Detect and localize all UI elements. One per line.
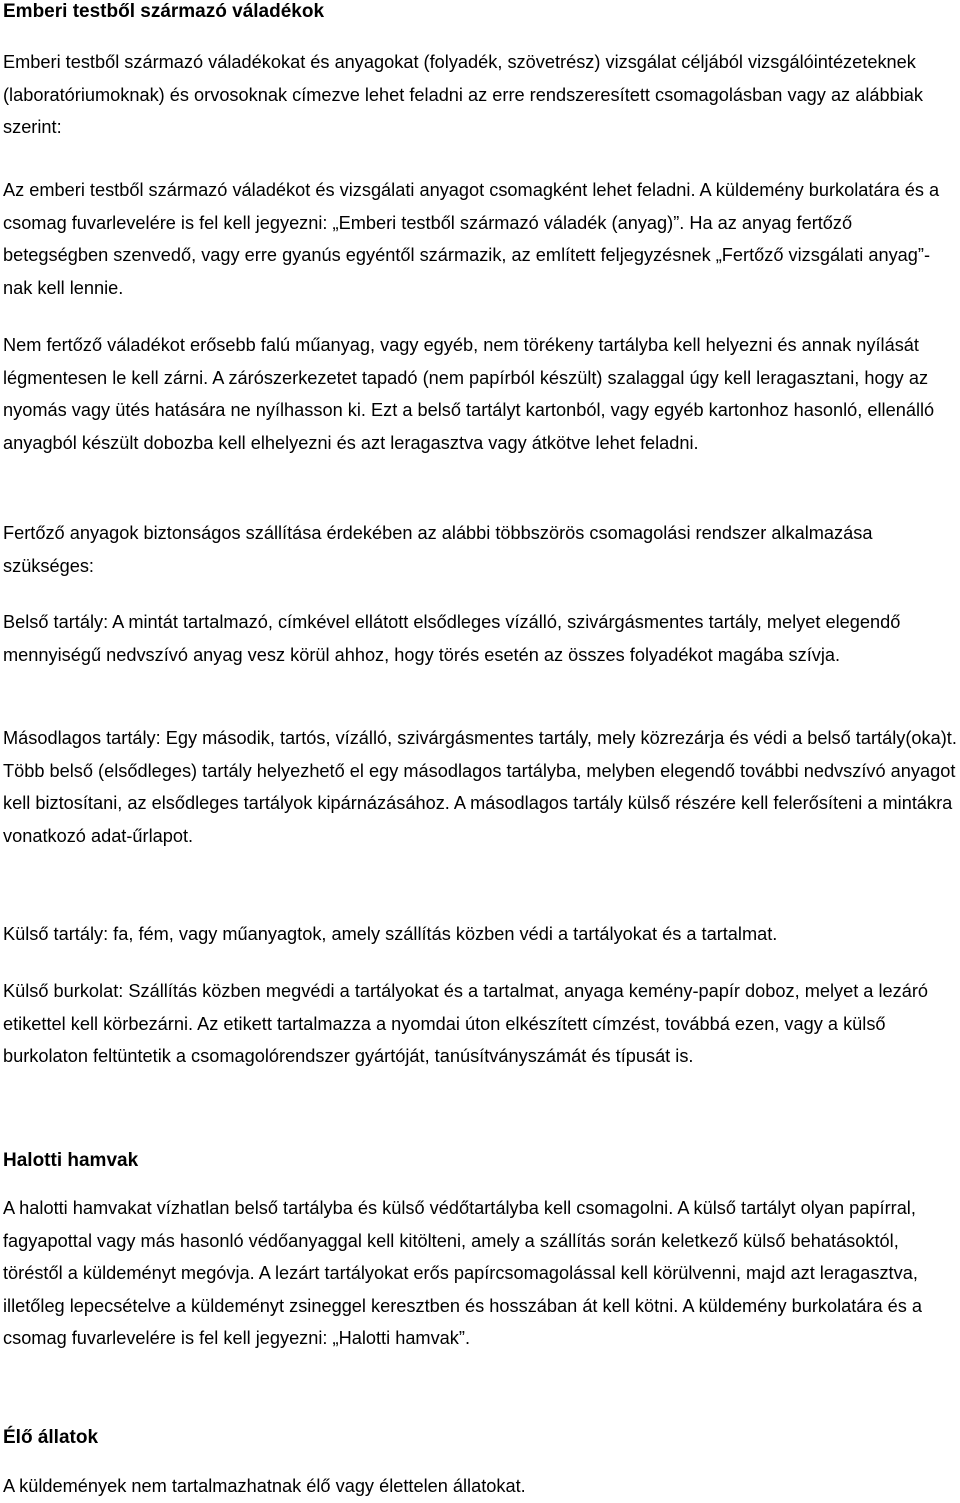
- paragraph-outer-container: Külső tartály: fa, fém, vagy műanyagtok, amely szállítás közben védi a tartályokat és a tartalmat.: [3, 924, 778, 944]
- section-title-human-remains: Emberi testből származó váladékok: [3, 1, 325, 22]
- paragraph-ashes: A halotti hamvakat vízhatlan belső tartályba és külső védőtartályba kell csomagolni. A külső tartályt olyan papírral, fagyapottal vagy más hasonló védőanyaggal kell kitölteni, amely a szállítás során keletkező külső behatásoktól, töréstől a küldeményt megóvja. A lezárt tartályokat erős papírcsomagolással kell körülvenni, majd azt leragasztva, illetőleg lepecsételve a küldeményt zsineggel keresztben és hosszában át kell kötni. A küldemény burkolatára és a csomag fuvarlevelére is fel kell jegyezni: „Halotti hamvak”.: [3, 1198, 923, 1349]
- paragraph-inner-container: Belső tartály: A mintát tartalmazó, címkével ellátott elsődleges vízálló, szivárgásmentes tartály, melyet elegendő mennyiségű nedvszívó anyag vesz körül ahhoz, hogy törés esetén az összes folyadékot magába szívja.: [3, 612, 901, 665]
- paragraph-outer-wrapping: Külső burkolat: Szállítás közben megvédi a tartályokat és a tartalmat, anyaga kemény-papír doboz, melyet a lezáró etikettel kell körbezárni. Az etikett tartalmazza a nyomdai úton elkészített címzést, továbbá ezen, vagy a külső burkolaton feltüntetik a csomagolórendszer gyártóját, tanúsítványszámát és típusát is.: [3, 981, 929, 1067]
- section-title-animals: Élő állatok: [3, 1427, 99, 1448]
- paragraph-animals: A küldemények nem tartalmazhatnak élő vagy élettelen állatokat.: [3, 1476, 526, 1496]
- paragraph-intro: Emberi testből származó váladékokat és anyagokat (folyadék, szövetrész) vizsgálat céljából vizsgálóintézeteknek (laboratóriumoknak) és orvosoknak címezve lehet feladni az erre rendszeresített csomagolásban vagy az alábbiak szerint:: [3, 52, 923, 138]
- section-title-ashes: Halotti hamvak: [3, 1150, 139, 1171]
- paragraph-labeling: Az emberi testből származó váladékot és vizsgálati anyagot csomagként lehet feladni. A küldemény burkolatára és a csomag fuvarlevelére is fel kell jegyezni: „Emberi testből származó váladék (anyag)”. Ha az anyag fertőző betegségben szenvedő, vagy erre gyanús egyéntől származik, az említett feljegyzésnek „Fertőző vizsgálati anyag”-nak kell lennie.: [3, 180, 940, 298]
- paragraph-infectious-system: Fertőző anyagok biztonságos szállítása érdekében az alábbi többszörös csomagolási rendszer alkalmazása szükséges:: [3, 523, 873, 576]
- paragraph-secondary-container: Másodlagos tartály: Egy második, tartós, vízálló, szivárgásmentes tartály, mely közrezárja és védi a belső tartály(oka)t. Több belső (elsődleges) tartály helyezhető el egy másodlagos tartályba, melyben elegendő további nedvszívó anyagot kell biztosítani, az elsődleges tartályok kipárnázásához. A másodlagos tartály külső részére kell felerősíteni a mintákra vonatkozó adat-űrlapot.: [3, 728, 957, 846]
- paragraph-non-infectious: Nem fertőző váladékot erősebb falú műanyag, vagy egyéb, nem törékeny tartályba kell helyezni és annak nyílását légmentesen le kell zárni. A zárószerkezetet tapadó (nem papírból készült) szalaggal úgy kell leragasztani, hogy az nyomás vagy ütés hatására ne nyílhasson ki. Ezt a belső tartályt kartonból, vagy egyéb kartonhoz hasonló, ellenálló anyagból készült dobozba kell elhelyezni és azt leragasztva vagy átkötve lehet feladni.: [3, 335, 935, 453]
